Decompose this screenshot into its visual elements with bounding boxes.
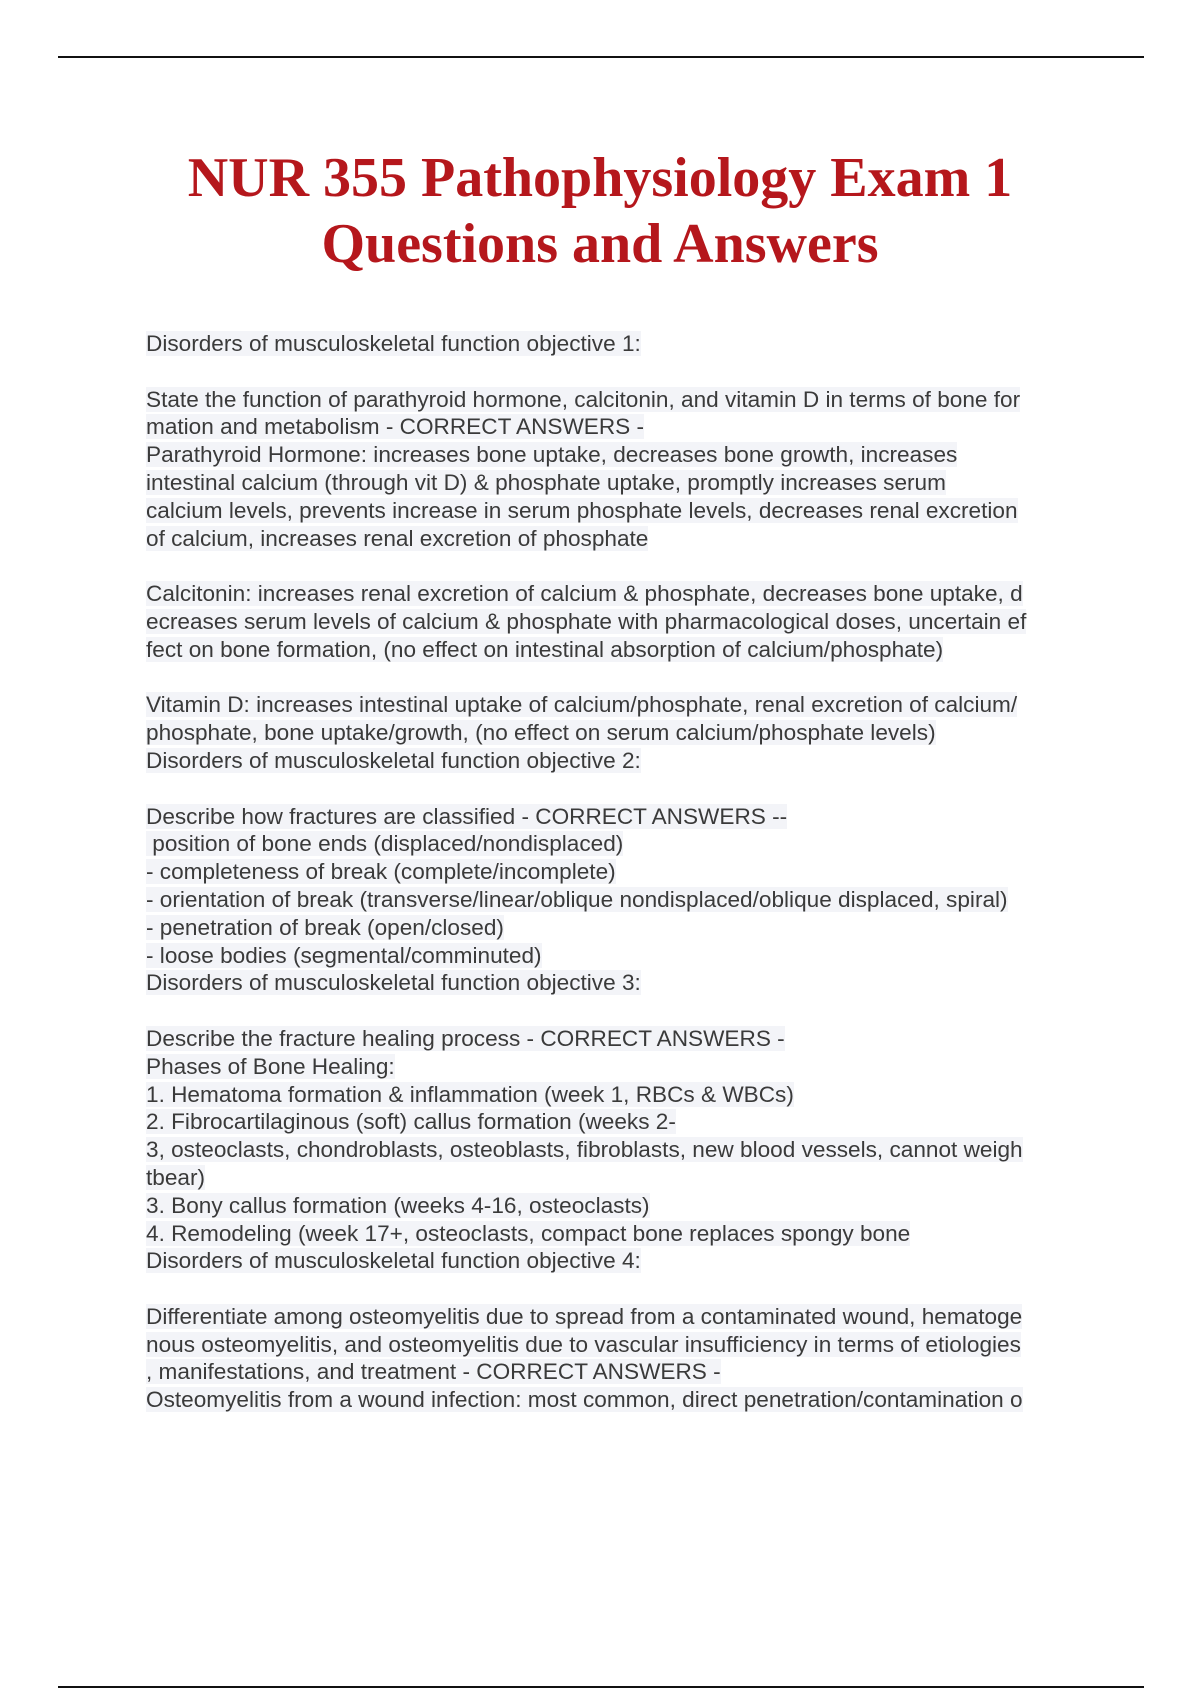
text-line-content: Disorders of musculoskeletal function objective 1: <box>146 331 641 356</box>
text-line <box>146 1164 1096 1192</box>
text-line <box>146 1303 1096 1331</box>
text-line <box>146 413 1096 441</box>
text-line-content: - orientation of break (transverse/linear/oblique nondisplaced/oblique displaced, spiral) <box>146 886 1008 912</box>
paragraph-gap <box>146 552 1096 580</box>
text-line-content: mation and metabolism - CORRECT ANSWERS - <box>146 414 645 440</box>
text-line-content: fect on bone formation, (no effect on intestinal absorption of calcium/phosphate) <box>146 636 944 662</box>
paragraph-gap <box>146 664 1096 692</box>
text-line <box>146 830 1096 858</box>
text-line <box>146 803 1096 831</box>
text-line <box>146 330 1096 358</box>
text-line-content: 3. Bony callus formation (weeks 4-16, osteoclasts) <box>146 1192 650 1218</box>
document-title <box>0 145 1200 277</box>
text-line <box>146 497 1096 525</box>
text-line <box>146 1136 1096 1164</box>
text-line <box>146 969 1096 997</box>
paragraph-gap <box>146 358 1096 386</box>
text-line-content: Vitamin D: increases intestinal uptake of calcium/phosphate, renal excretion of calcium/ <box>146 692 1018 718</box>
text-line-content: Differentiate among osteomyelitis due to spread from a contaminated wound, hematoge <box>146 1303 1023 1329</box>
text-line <box>146 914 1096 942</box>
document-body <box>146 330 1096 1414</box>
text-line-content: of calcium, increases renal excretion of phosphate <box>146 525 649 551</box>
text-line <box>146 1358 1096 1386</box>
title-line-2: Questions and Answers <box>321 213 879 275</box>
text-line <box>146 886 1096 914</box>
text-line <box>146 1053 1096 1081</box>
text-line-content: phosphate, bone uptake/growth, (no effect on serum calcium/phosphate levels) <box>146 720 936 746</box>
text-line-content: ecreases serum levels of calcium & phosphate with pharmacological doses, uncertain ef <box>146 608 1027 634</box>
text-line <box>146 1331 1096 1359</box>
text-line <box>146 858 1096 886</box>
text-line <box>146 608 1096 636</box>
paragraph-gap <box>146 997 1096 1025</box>
text-line-content: 2. Fibrocartilaginous (soft) callus formation (weeks 2- <box>146 1109 676 1135</box>
text-line <box>146 1220 1096 1248</box>
text-line-content: nous osteomyelitis, and osteomyelitis due to vascular insufficiency in terms of etiologies <box>146 1331 1021 1357</box>
text-line-content: Disorders of musculoskeletal function objective 3: <box>146 970 641 996</box>
text-line <box>146 441 1096 469</box>
text-line <box>146 1081 1096 1109</box>
text-line-content: Disorders of musculoskeletal function objective 4: <box>146 1248 641 1274</box>
text-line <box>146 1247 1096 1275</box>
text-line <box>146 719 1096 747</box>
text-line-content: intestinal calcium (through vit D) & phosphate uptake, promptly increases serum <box>146 469 946 495</box>
text-line <box>146 525 1096 553</box>
text-line <box>146 636 1096 664</box>
text-line <box>146 691 1096 719</box>
text-line-content: - completeness of break (complete/incomplete) <box>146 859 616 885</box>
paragraph-gap <box>146 775 1096 803</box>
text-line-content: State the function of parathyroid hormone, calcitonin, and vitamin D in terms of bone for <box>146 386 1021 412</box>
text-line-content: , manifestations, and treatment - CORRECT ANSWERS - <box>146 1359 721 1385</box>
text-line-content: 1. Hematoma formation & inflammation (week 1, RBCs & WBCs) <box>146 1081 794 1107</box>
text-line-content: position of bone ends (displaced/nondisplaced) <box>146 831 624 857</box>
bottom-rule <box>58 1686 1144 1688</box>
text-line <box>146 942 1096 970</box>
text-line-content: Phases of Bone Healing: <box>146 1053 395 1079</box>
top-rule <box>58 56 1144 58</box>
text-line-content: Calcitonin: increases renal excretion of calcium & phosphate, decreases bone uptake, d <box>146 581 1023 607</box>
text-line <box>146 469 1096 497</box>
text-line <box>146 747 1096 775</box>
title-line-1: NUR 355 Pathophysiology Exam 1 <box>187 147 1013 209</box>
text-line <box>146 386 1096 414</box>
text-line-content: - loose bodies (segmental/comminuted) <box>146 942 542 968</box>
text-line-content: Parathyroid Hormone: increases bone uptake, decreases bone growth, increases <box>146 442 958 468</box>
text-line-content: 4. Remodeling (week 17+, osteoclasts, compact bone replaces spongy bone <box>146 1220 911 1246</box>
text-line-content: Disorders of musculoskeletal function objective 2: <box>146 747 641 773</box>
paragraph-gap <box>146 1275 1096 1303</box>
text-line-content: - penetration of break (open/closed) <box>146 914 504 940</box>
text-line-content: Describe how fractures are classified - CORRECT ANSWERS -- <box>146 803 788 829</box>
text-line-content: 3, osteoclasts, chondroblasts, osteoblasts, fibroblasts, new blood vessels, cannot weigh <box>146 1137 1023 1163</box>
text-line <box>146 580 1096 608</box>
text-line <box>146 1386 1096 1414</box>
text-line <box>146 1025 1096 1053</box>
text-line-content: tbear) <box>146 1164 206 1190</box>
text-line <box>146 1108 1096 1136</box>
text-line-content: Osteomyelitis from a wound infection: most common, direct penetration/contamination o <box>146 1387 1023 1413</box>
text-line-content: Describe the fracture healing process - CORRECT ANSWERS - <box>146 1025 785 1051</box>
text-line-content: calcium levels, prevents increase in serum phosphate levels, decreases renal excretion <box>146 497 1018 523</box>
text-line <box>146 1192 1096 1220</box>
